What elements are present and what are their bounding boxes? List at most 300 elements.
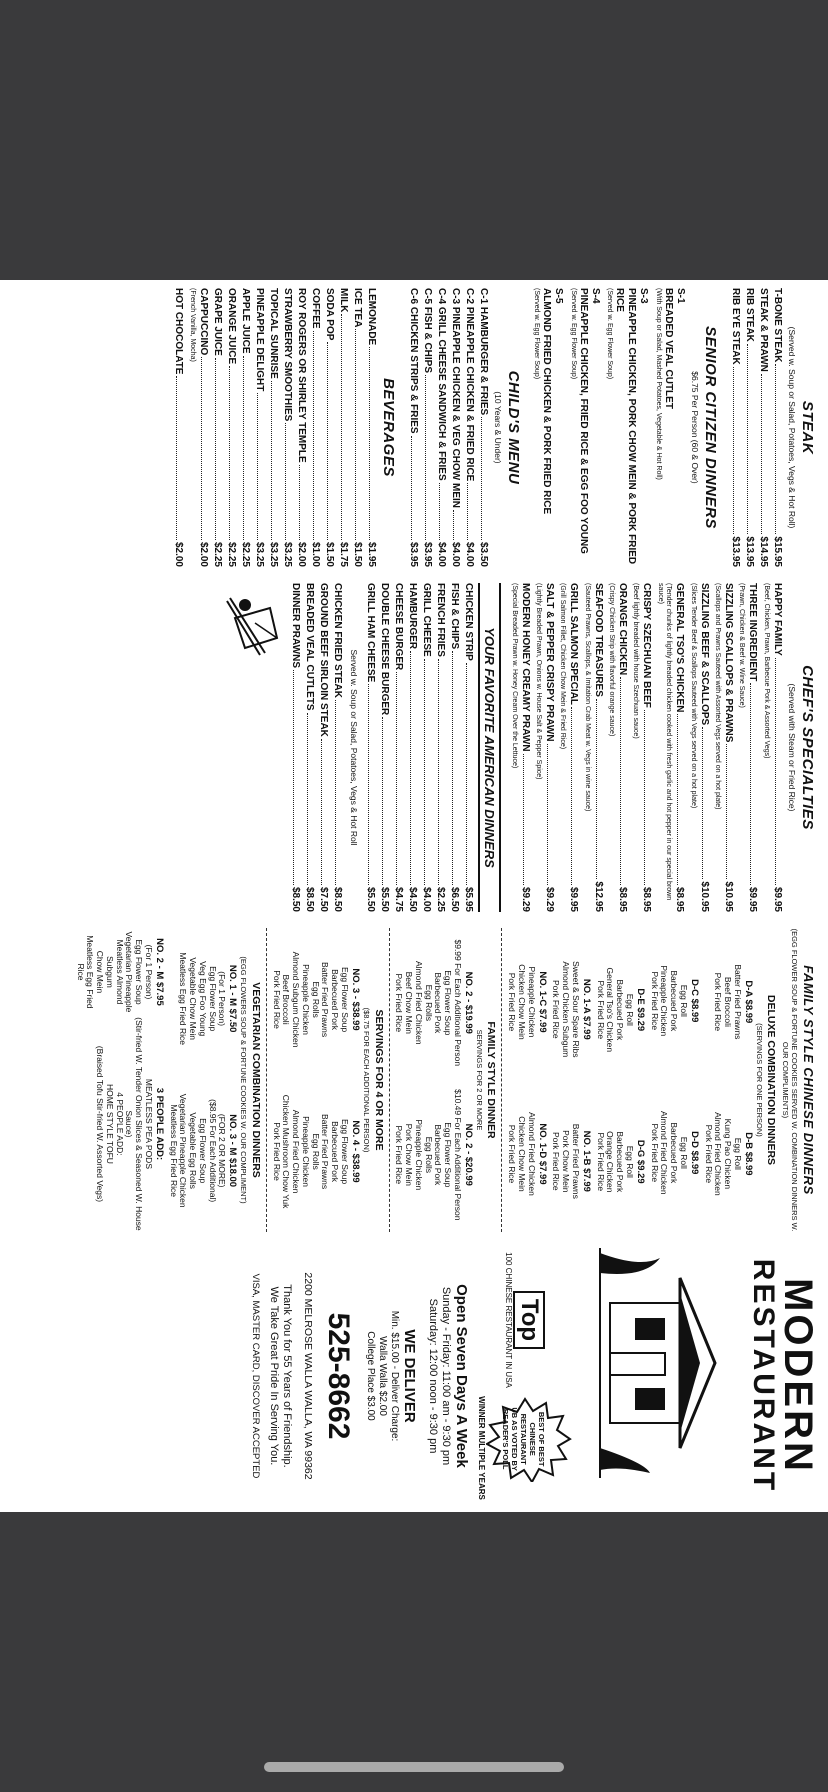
panel-steak-senior-child-beverages	[0, 280, 828, 575]
combo-line: Batter Fried Prawns	[732, 964, 743, 1040]
item-name: THREE INGREDIENT	[747, 583, 759, 682]
dot-leader	[702, 727, 703, 879]
item-name: TOPICAL SUNRISE	[267, 288, 279, 379]
combo-line: ($8.95 For Each Additional)	[207, 1099, 218, 1203]
dot-leader	[396, 672, 397, 885]
combo-line: (For 1 Person)	[143, 944, 154, 1000]
delivery-info	[364, 1248, 418, 1504]
combo-row	[506, 928, 546, 1232]
combo-line: Almond Fried Chicken	[526, 1112, 537, 1196]
senior-title: SENIOR CITIZEN DINNERS	[701, 326, 719, 529]
combo-head: D-G $9.29	[634, 1139, 646, 1184]
combo-head: D-A $8.99	[742, 980, 754, 1024]
item-price: $4.00	[449, 541, 461, 567]
combo-item	[551, 961, 591, 1057]
senior-code: S-1	[674, 288, 686, 304]
item-price: $8.50	[304, 886, 316, 912]
combo-row	[595, 928, 645, 1232]
item-price: $10.95	[723, 881, 735, 912]
combo-line: Almond Fried Chicken	[291, 1109, 302, 1194]
dot-leader	[369, 347, 370, 540]
menu-item	[746, 583, 758, 912]
combo-line: (FOR 2 OR MORE)	[217, 1113, 228, 1188]
combo-line: Pork Fried Rice	[713, 972, 724, 1032]
combo-line: Egg Roll	[624, 1145, 635, 1178]
menu-item	[407, 288, 419, 567]
menu-item	[640, 583, 652, 912]
item-name: SIZZLING SCALLOPS & PRAWNS	[723, 583, 735, 743]
combo-head: NO. 2 - M $7.95	[153, 938, 165, 1006]
item-name: CHICKEN STRIP	[462, 583, 474, 661]
combo-line: Egg Flower Soup	[340, 1118, 351, 1185]
item-note: (Sauteed Prawns, Scallops, & Imitation Crab Meat w. Vegs in wine sauce)	[583, 583, 591, 812]
menu-item	[519, 583, 531, 912]
item-price: $10.95	[698, 881, 710, 912]
item-price: $2.00	[295, 541, 307, 567]
combo-line: Chow Mein	[95, 950, 106, 994]
dot-leader	[243, 356, 244, 540]
combo-line: Barbecued Pork	[615, 1131, 626, 1193]
combo-line: Chicken Chow Mein	[516, 964, 527, 1040]
combo-item	[75, 1016, 164, 1232]
item-name: GRILL SALMON SPECIAL	[568, 583, 580, 706]
combo-line: Egg Roll	[678, 984, 689, 1017]
beverages-list	[172, 288, 376, 567]
combo-line: Sweet & Sour Spare Ribs	[570, 961, 581, 1058]
american-list-b	[289, 583, 343, 912]
item-name: C-2 PINEAPPLE CHICKEN & FRIED RICE	[463, 288, 475, 482]
combo-line: Pork Fried Rice	[271, 1122, 282, 1181]
item-note: (Beef lightly breaded with house Szechuan sauce)	[632, 583, 640, 739]
menu-item	[365, 288, 377, 567]
senior-name: BREADED VEAL CUTLET	[662, 288, 674, 409]
item-name: CRISPY SZECHUAN BEEF	[641, 583, 653, 708]
item-price: $4.00	[435, 541, 447, 567]
item-name: STRAWBERRY SMOOTHIES	[281, 288, 293, 422]
family-grid	[394, 928, 473, 1232]
american-list-a	[364, 583, 474, 912]
combo-line: Egg Flower Soup	[134, 939, 145, 1005]
item-name: MODERN HONEY CREAMY PRAWN	[519, 583, 531, 752]
hours-weekday: Sunday - Friday: 11:00 am - 9:30 pm	[440, 1286, 453, 1466]
dot-leader	[335, 700, 336, 885]
combo-item	[394, 939, 473, 1066]
four-subtitle: ($8.75 FOR EACH ADDITIONAL PERSON)	[361, 1007, 371, 1153]
item-price: $4.50	[406, 886, 418, 912]
menu-item	[477, 288, 489, 567]
item-name: GRILL HAM CHEESE	[364, 583, 376, 683]
dot-leader	[733, 367, 734, 535]
item-price: $2.25	[211, 541, 223, 567]
item-name: CHICKEN FRIED STEAK	[332, 583, 344, 699]
dot-leader	[761, 374, 762, 535]
item-name: C-6 CHICKEN STRIPS & FRIES	[407, 288, 419, 434]
combo-item	[595, 1131, 645, 1192]
thanks-line-1: Thank You for 55 Years of Friendship.	[281, 1284, 294, 1468]
combo-head: D-B $8.99	[742, 1132, 754, 1176]
item-note: (Lightly Breaded Prawn, Onions w. House Salt & Pepper Spice)	[534, 583, 542, 780]
item-price: $6.50	[448, 886, 460, 912]
combo-line: Pineapple Chicken	[413, 1119, 424, 1191]
combo-line: Pork Fried Rice	[507, 972, 518, 1032]
item-note: (Slices Tender Beef & Scallops Sauteed with Vegs served on a hot plate)	[689, 583, 697, 809]
item-price: $9.95	[771, 886, 783, 912]
item-price: $14.95	[757, 536, 769, 567]
item-name: SEAFOOD TREASURES	[592, 583, 604, 697]
combo-head: D-D $8.99	[688, 1131, 700, 1175]
item-price: $1.50	[323, 541, 335, 567]
family-subtitle: (EGG FLOWER SOUP & FORTUNE COOKIES SERVED W. COMBINATION DINNERS W. OUR COMPLIMENTS)	[781, 928, 800, 1232]
combo-line: Batter Fried Prawns	[320, 961, 331, 1038]
item-price: $2.25	[225, 541, 237, 567]
combo-line: Meatless Almond Subgum	[104, 939, 125, 1005]
item-name: C-5 FISH & CHIPS	[421, 288, 433, 374]
top-100-badge	[503, 1252, 545, 1388]
combo-item	[75, 928, 164, 1016]
combo-item	[271, 1095, 360, 1209]
menu-page	[0, 280, 828, 1512]
item-price: $5.50	[378, 886, 390, 912]
item-price: $1.75	[337, 541, 349, 567]
veg-title: VEGETARIAN COMBINATION DINNERS	[249, 982, 262, 1178]
dot-leader	[438, 659, 439, 885]
item-price: $4.00	[420, 886, 432, 912]
item-price: $13.95	[743, 536, 755, 567]
american-note: Served w. Soup or Salad, Potatoes, Vegs & Hot Roll	[348, 649, 359, 846]
deluxe-grid	[506, 928, 752, 1232]
item-price: $3.25	[267, 541, 279, 567]
menu-item	[211, 288, 223, 567]
dot-leader	[411, 436, 412, 540]
deliver-min: Min. $15.00 - Deliver Charge:	[389, 1310, 401, 1442]
combo-line: Beef Broccoli	[723, 976, 734, 1027]
deluxe-title: DELUXE COMBINATION DINNERS	[765, 994, 778, 1166]
menu-item	[323, 288, 335, 567]
panel-family-dinners	[0, 920, 828, 1240]
menu-item	[267, 288, 279, 567]
open-days: Open Seven Days A Week	[453, 1284, 471, 1468]
item-name: ROY ROGERS OR SHIRLEY TEMPLE	[295, 288, 307, 463]
item-price: $3.95	[421, 541, 433, 567]
dot-leader	[327, 342, 328, 540]
item-name: C-1 HAMBURGER & FRIES	[477, 288, 489, 416]
combo-item	[703, 1112, 753, 1196]
item-name: APPLE JUICE	[239, 288, 251, 354]
combo-row	[271, 928, 360, 1232]
senior-name: PINEAPPLE CHICKEN, FRIED RICE & EGG FOO YOUNG	[577, 288, 589, 554]
veg-grid	[75, 928, 238, 1232]
combo-line: Pineapple Chicken	[300, 1116, 311, 1187]
item-price: $8.50	[290, 886, 302, 912]
combo-line: Pork Chow Mein	[561, 1130, 572, 1193]
item-note: (Prawn, Chicken & Beef w. Wine Sauce)	[738, 583, 746, 708]
menu-item	[392, 583, 404, 912]
menu-item	[757, 288, 769, 567]
combo-head: D-C $8.99	[688, 979, 700, 1023]
winner-text: WINNER MULTIPLE YEARS	[477, 1396, 486, 1500]
senior-note: (Served w. Egg Flower Soup)	[606, 288, 614, 380]
item-note: (Grill Salmon Fillet, Chicken Chow Mein & Fried Rice)	[559, 583, 567, 750]
item-price: $3.25	[253, 541, 265, 567]
combo-line: 4 PEOPLE ADD:	[114, 1092, 125, 1156]
combo-line: (Braised Tofu Stir-fried W. Assorted Vegs)	[95, 1045, 106, 1203]
combo-row	[168, 928, 238, 1232]
menu-item	[449, 288, 461, 567]
combo-line: Almond Fried Chicken	[413, 960, 424, 1045]
dot-leader	[523, 754, 524, 885]
menu-item	[303, 583, 315, 912]
item-name: SALT & PEPPER CRISPY PRAWN	[543, 583, 555, 742]
senior-note: (Served w. Egg Flower Soup)	[533, 288, 541, 380]
menu-item	[331, 583, 343, 912]
senior-subtitle: $6.75 Per Person (60 & Over)	[689, 371, 700, 484]
dot-leader	[596, 699, 597, 880]
address: 2200 MELROSE WALLA WALLA, WA 99362	[302, 1272, 315, 1480]
item-name: C-4 GRILL CHEESE SANDWICH & FRIES	[435, 288, 447, 481]
item-name: SODA POP	[323, 288, 335, 341]
beverages-title: BEVERAGES	[379, 378, 397, 477]
menu-item	[172, 288, 184, 567]
brand-restaurant: RESTAURANT	[747, 1258, 780, 1494]
dot-leader	[677, 714, 678, 885]
combo-item	[649, 1111, 699, 1195]
combo-line: Beef Broccoli	[281, 974, 292, 1025]
combo-line: Egg Roll	[678, 1136, 689, 1169]
combo-line: Pork Fried Rice	[649, 1123, 660, 1183]
item-name: GRAPE JUICE	[211, 288, 223, 356]
item-price: $3.50	[477, 541, 489, 567]
combo-line: Pork Fried Rice	[394, 973, 405, 1033]
item-price: $1.50	[351, 541, 363, 567]
combo-item	[595, 967, 645, 1052]
combo-line: Vegetarian Pineapple Chicken	[178, 1093, 189, 1208]
veg-subtitle: (EGG FLOWERS SOUP & FORTUNE COOKIES W. OUR COMPLIMENT)	[239, 956, 249, 1204]
item-price: $9.29	[519, 886, 531, 912]
menu-item	[435, 288, 447, 567]
item-name: RIB EYE STEAK	[729, 288, 741, 365]
item-price: $15.95	[771, 536, 783, 567]
item-name: FISH & CHIPS	[448, 583, 460, 650]
combo-line: Meatless Egg Fried Rice	[168, 1104, 179, 1197]
menu-item	[197, 288, 209, 567]
combo-line: Almond Chicken Subgum	[561, 961, 572, 1058]
combo-line: Barbecued Pork	[669, 970, 680, 1032]
dot-leader	[775, 364, 776, 534]
deliver-ww: Walla Walla $2.00	[377, 1336, 389, 1416]
combo-head: NO. 1-C $7.99	[536, 971, 548, 1033]
dot-leader	[355, 329, 356, 540]
menu-item	[448, 583, 460, 912]
item-name: HAPPY FAMILY	[771, 583, 783, 656]
senior-item	[532, 288, 564, 567]
item-note: (Scallops and Prawns Sauteed with Assorted Vegs served on a hot plate)	[714, 583, 722, 810]
dot-leader	[229, 366, 230, 540]
menu-item	[378, 583, 390, 912]
combo-head: NO. 3 - M $18.00	[227, 1114, 239, 1188]
combo-line: Meatless Egg Fried Rice	[178, 952, 189, 1045]
combo-line: Barbecued Pork	[433, 1124, 444, 1186]
combo-line: Orange Chicken	[605, 1131, 616, 1193]
combo-item	[168, 1094, 238, 1208]
home-indicator[interactable]	[264, 1762, 564, 1772]
combo-line: Egg Flower Soup	[197, 1118, 208, 1184]
item-price: $4.00	[463, 541, 475, 567]
item-price: $7.50	[318, 886, 330, 912]
item-name: PINEAPPLE DELIGHT	[253, 288, 265, 392]
combo-line: Egg Rolls	[310, 981, 321, 1018]
item-name: MILK	[337, 288, 349, 313]
dot-leader	[293, 670, 294, 885]
dot-leader	[466, 663, 467, 885]
combo-line: Pineapple Chicken	[659, 965, 670, 1037]
combo-line: Egg Rolls	[310, 1133, 321, 1170]
combo-item	[506, 1112, 546, 1196]
dot-leader	[299, 465, 300, 540]
combo-line: Vegetable Chow Mein	[188, 957, 199, 1041]
menu-item	[225, 288, 237, 567]
item-name: T-BONE STEAK	[771, 288, 783, 363]
menu-item	[289, 583, 301, 912]
item-price: $8.95	[617, 886, 629, 912]
family-style-title: FAMILY STYLE DINNER	[485, 1021, 498, 1139]
combo-line: Barbecued Pork	[615, 979, 626, 1041]
item-name: SIZZLING BEEF & SCALLOPS	[698, 583, 710, 726]
menu-item	[406, 583, 418, 912]
menu-item	[729, 288, 741, 567]
combo-item	[551, 1124, 591, 1199]
combo-head: NO. 1-B $7.99	[580, 1130, 592, 1192]
menu-item	[309, 288, 321, 567]
pagoda-illustration-icon	[590, 1248, 740, 1478]
dot-leader	[481, 417, 482, 540]
senior-item	[605, 288, 649, 567]
menu-item	[421, 288, 433, 567]
senior-name: PINEAPPLE CHICKEN, PORK CHOW MEIN & PORK FRIED RICE	[614, 288, 638, 565]
dot-leader	[341, 314, 342, 540]
combo-line: (For 1 Person)	[217, 971, 228, 1027]
combo-line: Pork Fried Rice	[703, 1124, 714, 1184]
menu-item	[337, 288, 349, 567]
seal-line-1: BEST OF BEST	[537, 1411, 546, 1467]
combo-head: NO. 2 - $20.99	[462, 1123, 474, 1186]
item-note: (Beef, Chicken, Prawn, Barbecue Pork & Assorted Vegs)	[762, 583, 770, 759]
senior-item	[653, 288, 685, 567]
combo-item	[271, 952, 360, 1048]
chef-subtitle: (Served with Steam or Fried Rice)	[787, 683, 797, 812]
combo-item	[506, 964, 546, 1040]
menu-item	[463, 288, 475, 567]
combo-line: Meatless Egg Fried Rice	[75, 935, 96, 1009]
combo-line: Beef Chow Mein	[404, 971, 415, 1034]
combo-line: Egg Flower Soup	[340, 966, 351, 1033]
combo-line: Almond Fried Chicken	[713, 1112, 724, 1196]
menu-item	[253, 288, 265, 567]
menu-item	[364, 583, 376, 912]
item-price: $8.50	[332, 886, 344, 912]
senior-note: (Served w. Egg Flower Soup)	[569, 288, 577, 380]
dot-leader	[571, 707, 572, 885]
menu-item	[673, 583, 685, 912]
combo-row	[649, 928, 699, 1232]
item-name: BREADED VEAL CUTLETS	[304, 583, 316, 711]
item-name: CHEESE BURGER	[392, 583, 404, 671]
takeout-box-icon	[225, 593, 285, 663]
combo-line: Almond Fried Chicken	[659, 1110, 670, 1195]
dot-leader	[368, 684, 369, 885]
combo-line: General Tso's Chicken	[605, 967, 616, 1053]
item-note: (Special Breaded Prawn w. Honey Cream Over the Lettuce)	[510, 583, 518, 769]
item-price: $2.25	[239, 541, 251, 567]
four-title: SERVINGS FOR 4 OR MORE	[372, 1009, 385, 1151]
item-price: $1.95	[365, 541, 377, 567]
family-title: FAMILY STYLE CHINESE DINNERS	[801, 965, 816, 1195]
menu-item	[239, 288, 251, 567]
dot-leader	[424, 659, 425, 885]
combo-line: Egg Rolls	[423, 984, 434, 1021]
item-price: $9.29	[543, 886, 555, 912]
combo-line: MEATLESS PEA PODS	[143, 1078, 154, 1169]
combo-line: Pork Fried Rice	[551, 1132, 562, 1191]
cards-accepted: VISA, MASTER CARD, DISCOVER ACCEPTED	[250, 1273, 262, 1479]
dot-leader	[313, 331, 314, 540]
four-grid	[271, 928, 360, 1232]
menu-item	[351, 288, 363, 567]
combo-head: NO. 3 - $38.99	[349, 968, 361, 1031]
menu-item	[771, 288, 783, 567]
chef-list	[509, 583, 783, 912]
combo-line: Pork Fried Rice	[595, 980, 606, 1040]
combo-line: Barbecued Pork	[330, 1121, 341, 1183]
combo-line: Barbecued Pork	[433, 972, 444, 1034]
brand-modern: MODERN	[776, 1278, 820, 1474]
steak-subtitle: (Served w. Soup or Salad, Potatoes, Vegs & Hot Roll)	[787, 326, 797, 529]
item-name: RIB STEAK	[743, 288, 755, 342]
combo-line: $10.49 For Each Additional Person	[452, 1089, 463, 1221]
menu-item	[317, 583, 329, 912]
deliver-cp: College Place $3.00	[365, 1331, 377, 1421]
panel-chef-american	[0, 575, 828, 920]
item-price: $2.00	[197, 541, 209, 567]
combo-line: Egg Roll	[624, 993, 635, 1026]
dot-leader	[452, 651, 453, 885]
combo-head: 3 PEOPLE ADD:	[153, 1087, 165, 1161]
item-price: $5.95	[462, 886, 474, 912]
dot-leader	[215, 358, 216, 540]
combo-line: Pork Fried Rice	[271, 970, 282, 1029]
combo-line: Almond Subgum Chicken	[291, 951, 302, 1048]
senior-note: (With Soup or Salad, Mashed Potatoes, Vegetable & Hot Roll)	[654, 288, 662, 480]
dot-leader	[425, 375, 426, 540]
item-name: ORANGE JUICE	[225, 288, 237, 365]
combo-line: Egg Flower Soup	[443, 1122, 454, 1188]
item-price: $3.95	[407, 541, 419, 567]
combo-line: Pork Fried Rice	[551, 980, 562, 1039]
senior-list	[532, 288, 686, 567]
menu-item	[543, 583, 555, 912]
item-name: DOUBLE CHEESE BURGER	[378, 583, 390, 716]
combo-line: Veg Egg Foo Young	[197, 961, 208, 1037]
best-of-best-seal	[486, 1396, 572, 1482]
combo-line: Kung Pao Chicken	[723, 1118, 734, 1190]
item-name: GRILL CHEESE	[420, 583, 432, 657]
combo-line: Batter Fried Prawns	[320, 1113, 331, 1190]
dot-leader	[410, 651, 411, 885]
item-price: $4.75	[392, 886, 404, 912]
combo-line: Chicken Mushroom Chow Yuk	[281, 1094, 292, 1209]
menu-item	[743, 288, 755, 567]
combo-head: NO. 1-A $7.99	[580, 978, 592, 1040]
combo-row	[703, 928, 753, 1232]
